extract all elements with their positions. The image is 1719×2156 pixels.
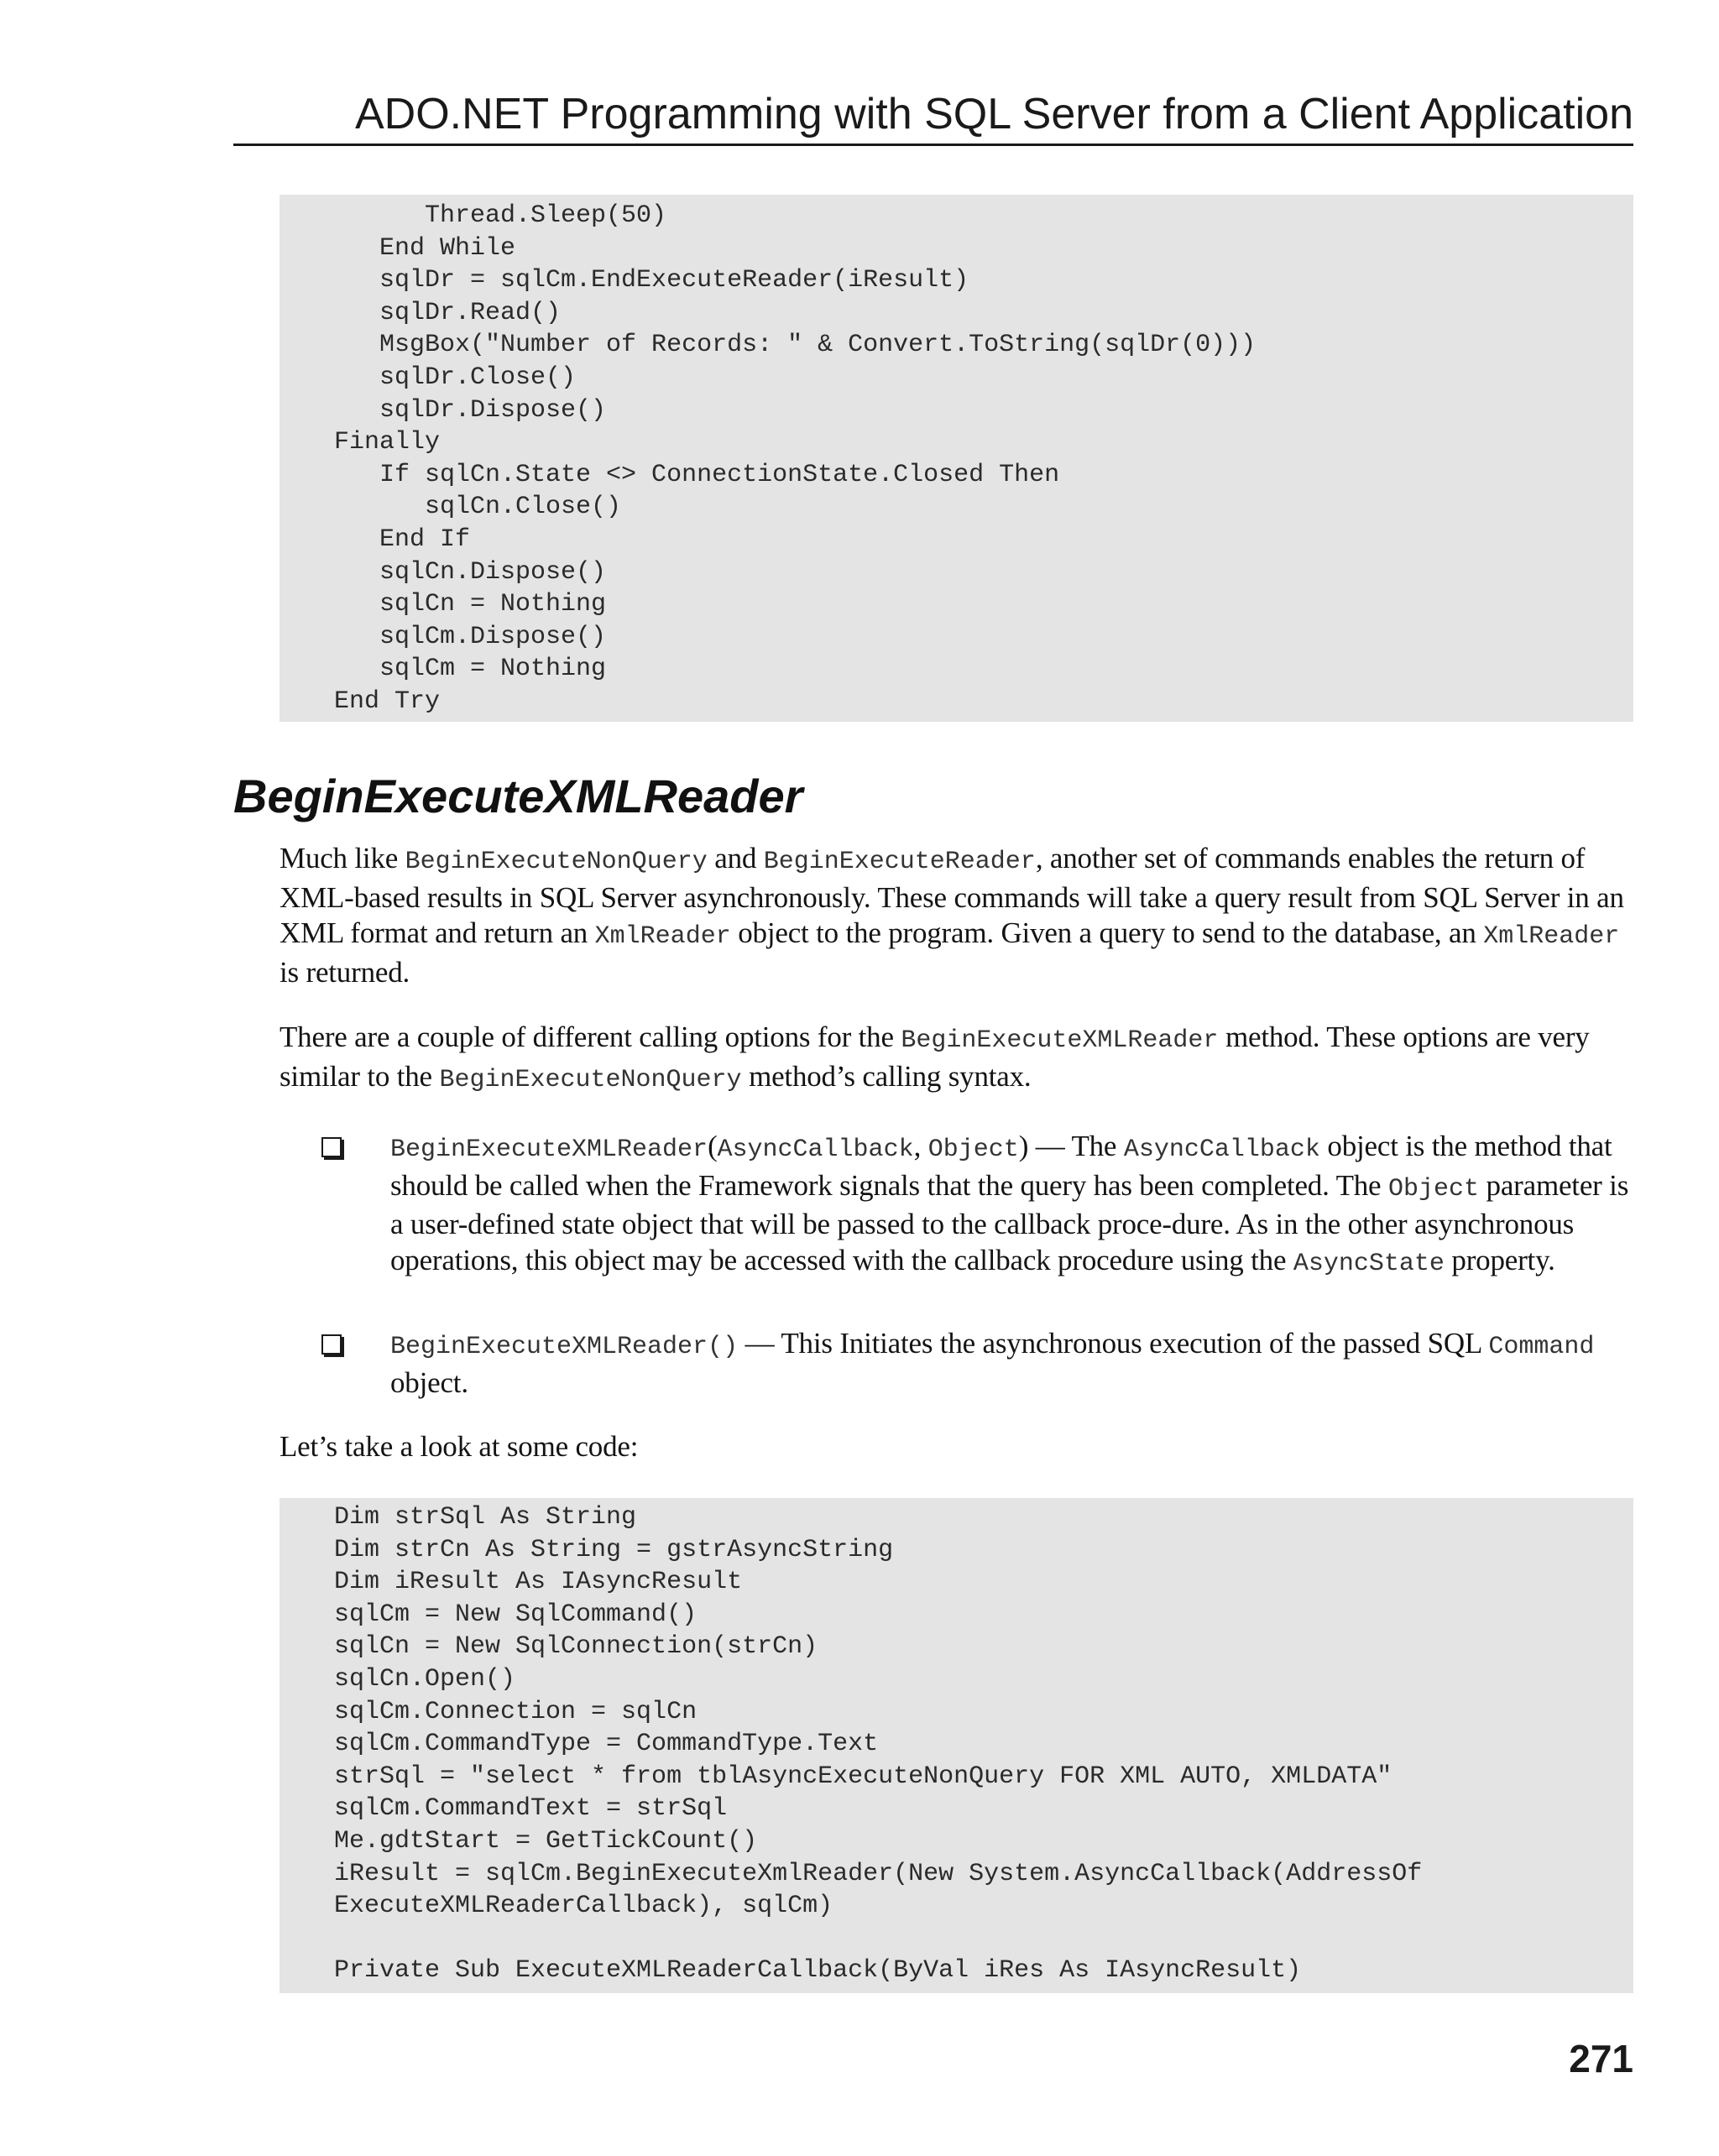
- inline-code: Object: [1387, 1174, 1479, 1203]
- code-line: End While: [334, 233, 516, 263]
- inline-code: Object: [927, 1135, 1019, 1164]
- code-block-2: [280, 1498, 1633, 1993]
- page-number: 271: [1569, 2037, 1633, 2080]
- text: object is the method that should be called when the Framework signals that the query has been completed. The: [390, 1130, 1612, 1202]
- code-line: sqlCm.CommandText = strSql: [334, 1794, 728, 1824]
- text: method. These options are very similar to the: [280, 1021, 1590, 1093]
- inline-code: BeginExecuteNonQuery: [405, 848, 708, 876]
- code-line: sqlCn = Nothing: [334, 590, 607, 619]
- code-line: ExecuteXMLReaderCallback), sqlCm): [334, 1892, 833, 1921]
- code-line: sqlDr.Read(): [334, 298, 562, 327]
- code-line: sqlCm.CommandType = CommandType.Text: [334, 1730, 879, 1759]
- text: is returned.: [280, 955, 410, 989]
- inline-code: BeginExecuteNonQuery: [439, 1065, 742, 1094]
- inline-code: Command: [1488, 1333, 1595, 1361]
- paragraph-2: [280, 1020, 1633, 1098]
- code-line: iResult = sqlCm.BeginExecuteXmlReader(New System.AsyncCallback(AddressOf: [334, 1859, 1423, 1888]
- code-line: Dim strSql As String: [334, 1503, 637, 1532]
- code-line: sqlCm.Connection = sqlCn: [334, 1697, 698, 1726]
- code-line: End If: [334, 525, 471, 554]
- running-header: [233, 81, 1633, 146]
- paragraph-1: [280, 841, 1633, 990]
- code-line: Dim iResult As IAsyncResult: [334, 1568, 743, 1597]
- text: (: [708, 1130, 718, 1162]
- header-title: ADO.NET Programming with SQL Server from a Client Application: [354, 90, 1633, 138]
- text: object to the program. Given a query to send to the database, an: [730, 916, 1484, 950]
- code-line: sqlCn = New SqlConnection(strCn): [334, 1632, 818, 1662]
- code-line: sqlCn.Close(): [334, 493, 622, 522]
- code-line: Dim strCn As String = gstrAsyncString: [334, 1535, 894, 1564]
- inline-code: AsyncCallback: [717, 1135, 914, 1164]
- inline-code: XmlReader: [594, 922, 731, 952]
- inline-code: BeginExecuteReader: [763, 848, 1036, 876]
- paragraph-3: Let’s take a look at some code:: [280, 1430, 639, 1463]
- section-heading: BeginExecuteXMLReader: [233, 770, 803, 822]
- code-line: strSql = "select * from tblAsyncExecuteNonQuery FOR XML AUTO, XMLDATA": [334, 1762, 1392, 1791]
- text: ,: [913, 1130, 928, 1162]
- code-line: Private Sub ExecuteXMLReaderCallback(ByVal iRes As IAsyncResult): [334, 1956, 1302, 1986]
- code-line: sqlCm = Nothing: [334, 655, 607, 684]
- inline-code: AsyncCallback: [1123, 1135, 1320, 1164]
- text: and: [707, 842, 764, 874]
- code-line: MsgBox("Number of Records: " & Convert.ToString(sqlDr(0))): [334, 331, 1257, 360]
- code-line: [334, 1923, 1633, 1955]
- code-line: Me.gdtStart = GetTickCount(): [334, 1826, 758, 1856]
- text: ) — The: [1018, 1130, 1124, 1162]
- bullet-item-1: [390, 1129, 1633, 1282]
- bullet-item-2: [390, 1326, 1633, 1401]
- code-line: sqlCn.Dispose(): [334, 557, 607, 587]
- inline-code: BeginExecuteXMLReader: [901, 1026, 1219, 1055]
- text: There are a couple of different calling options for the: [280, 1021, 901, 1053]
- code-line: sqlCm = New SqlCommand(): [334, 1600, 698, 1629]
- text: , another set of commands enables the return of XML-based results in SQL Server asynchronously. These commands will take a query result from SQL Server in an XML format and return an: [280, 842, 1624, 950]
- code-line: sqlDr = sqlCm.EndExecuteReader(iResult): [334, 266, 969, 295]
- code-line: sqlCn.Open(): [334, 1664, 516, 1694]
- code-line: sqlCm.Dispose(): [334, 622, 607, 651]
- code-line: If sqlCn.State <> ConnectionState.Closed Then: [334, 460, 1060, 489]
- code-line: sqlDr.Close(): [334, 363, 577, 392]
- inline-code: AsyncState: [1293, 1249, 1445, 1278]
- code-block-1: [280, 195, 1633, 722]
- code-line: Thread.Sleep(50): [334, 201, 667, 230]
- code-line: End Try: [334, 686, 441, 716]
- inline-code: XmlReader: [1483, 922, 1620, 952]
- text: object.: [390, 1365, 468, 1399]
- text: method’s calling syntax.: [741, 1059, 1032, 1093]
- code-line: Finally: [334, 428, 441, 457]
- inline-code: BeginExecuteXMLReader: [390, 1135, 708, 1164]
- text: parameter is a user-defined state object that will be passed to the callback proce-dure. As in the other asynchronous operations, this object may be accessed with the callback procedure using the: [390, 1168, 1629, 1276]
- text: property.: [1444, 1243, 1555, 1276]
- text: Much like: [280, 842, 405, 874]
- checkbox-bullet-icon: [321, 1137, 342, 1157]
- inline-code: BeginExecuteXMLReader(): [390, 1333, 739, 1361]
- checkbox-bullet-icon: [321, 1334, 342, 1355]
- text: — This Initiates the asynchronous execution of the passed SQL: [738, 1327, 1489, 1360]
- code-line: sqlDr.Dispose(): [334, 395, 607, 425]
